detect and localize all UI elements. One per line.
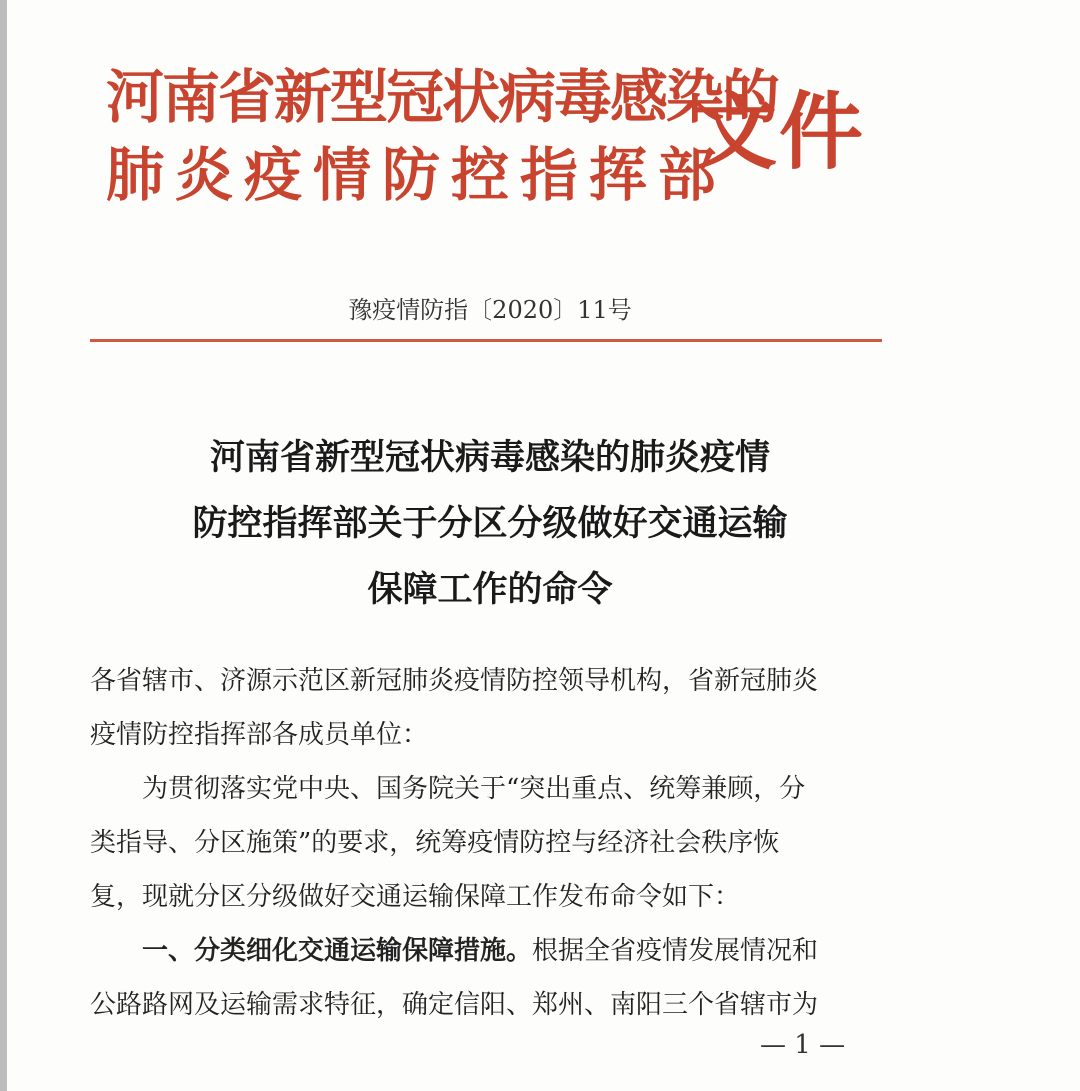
paragraph-2-line-1-text: 根据全省疫情发展情况和: [532, 936, 819, 966]
document-title-line-1: 河南省新型冠状病毒感染的肺炎疫情: [209, 437, 770, 478]
paragraph-2-line-1: [90, 924, 890, 978]
document-title: [0, 425, 980, 623]
recipients-line-1: 各省辖市、济源示范区新冠肺炎疫情防控领导机构，省新冠肺炎: [90, 666, 819, 696]
document-number: 豫疫情防指〔2020〕11号: [348, 296, 632, 324]
paragraph-1-line-1: 为贯彻落实党中央、国务院关于“突出重点、统筹兼顾，分: [142, 774, 806, 804]
document-title-line-2: 防控指挥部关于分区分级做好交通运输: [192, 503, 788, 544]
document-title-line-3: 保障工作的命令: [367, 569, 613, 610]
section-heading: 一、分类细化交通运输保障措施。: [142, 936, 533, 966]
issuing-authority: [106, 58, 778, 214]
paragraph-1-line-2: 类指导、分区施策”的要求，统筹疫情防控与经济社会秩序恢: [90, 828, 780, 858]
paragraph-2-line-2: 公路路网及运输需求特征，确定信阳、郑州、南阳三个省辖市为: [90, 990, 819, 1020]
document-type-label: 文件: [693, 82, 866, 181]
document-body: [90, 654, 890, 1032]
red-divider-line: [90, 339, 882, 342]
issuing-authority-line-2: 肺炎疫情防控指挥部: [106, 141, 728, 209]
issuing-authority-line-1: 河南省新型冠状病毒感染的: [106, 63, 779, 131]
page-number: — 1 —: [760, 1030, 846, 1060]
recipients-line-2: 疫情防控指挥部各成员单位：: [90, 720, 429, 750]
paragraph-1-line-3: 复，现就分区分级做好交通运输保障工作发布命令如下：: [90, 882, 741, 912]
